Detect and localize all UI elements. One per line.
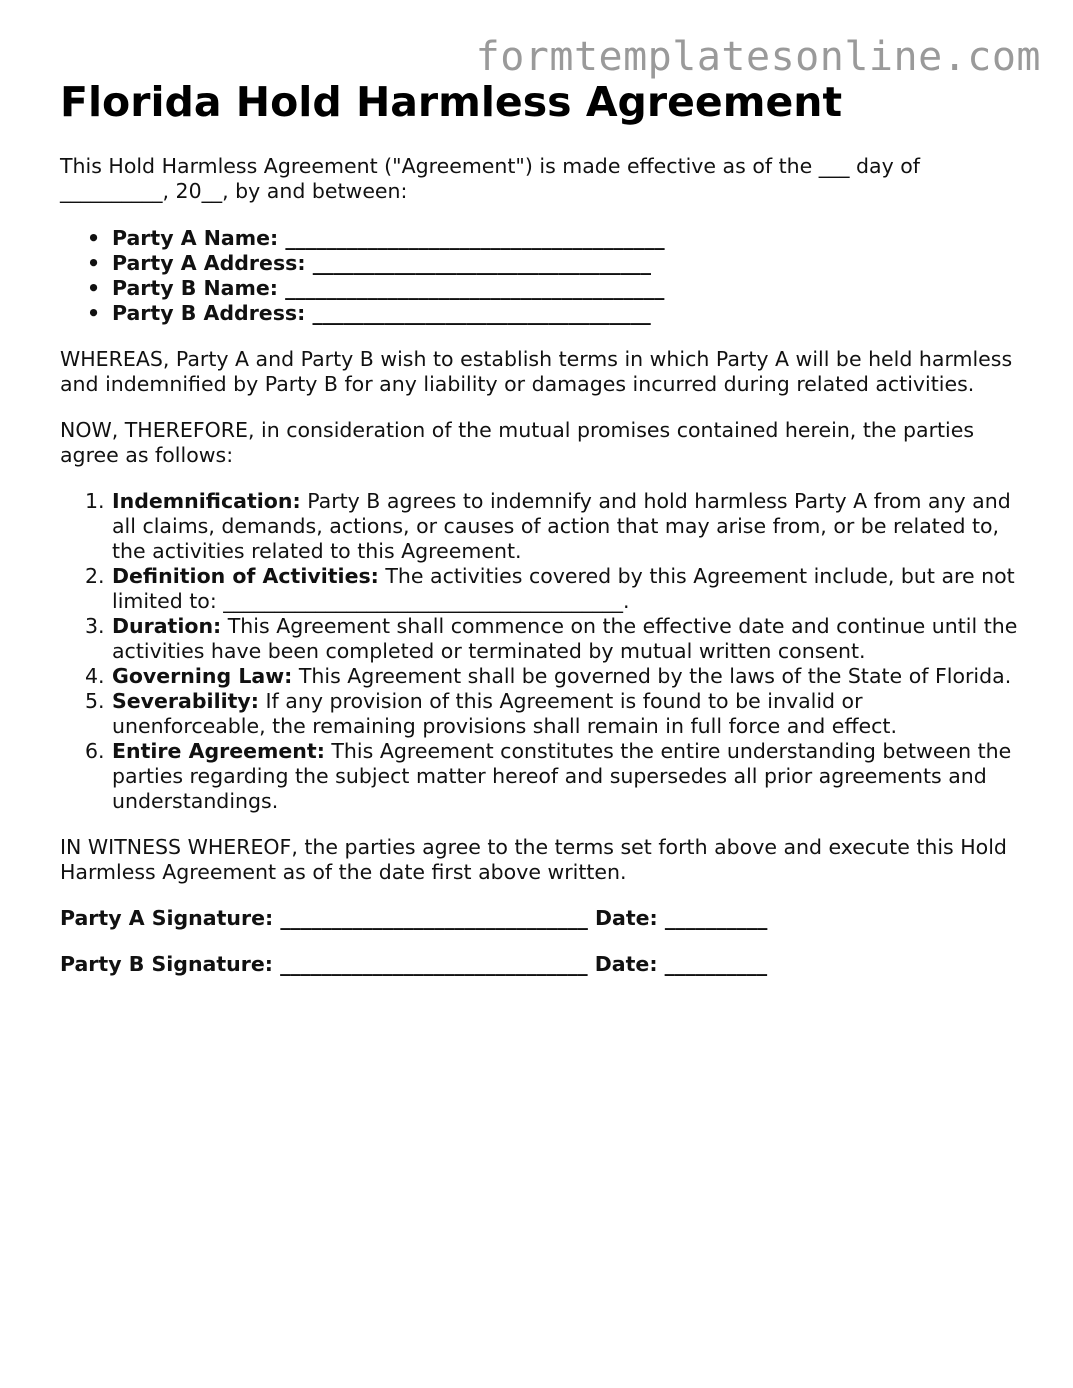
party-a-address-item — [112, 251, 1020, 276]
now-therefore-paragraph: NOW, THEREFORE, in consideration of the mutual promises contained herein, the parties agree as follows: — [60, 418, 975, 467]
clause-heading: Duration: — [112, 614, 222, 638]
party-a-address-field[interactable]: _________________________________ — [312, 251, 651, 275]
clause-number: 5. — [85, 689, 105, 713]
clause-text: Party B agrees to indemnify and hold harmless Party A from any and all claims, demands, actions, or causes of action that may arise from, or be related to, the activities related to this Agreement. — [112, 489, 1011, 563]
party-b-address-label: Party B Address: — [112, 301, 306, 325]
clause-text: If any provision of this Agreement is found to be invalid or unenforceable, the remaining provisions shall remain in full force and effect. — [112, 689, 897, 738]
clause-number: 4. — [85, 664, 105, 688]
party-b-signature-row — [60, 952, 1020, 977]
party-a-signature-row — [60, 906, 1020, 931]
clause-heading: Entire Agreement: — [112, 739, 325, 763]
party-a-date-label: Date: — [595, 906, 658, 930]
document-title: Florida Hold Harmless Agreement — [60, 78, 843, 126]
clauses-list — [60, 489, 1020, 814]
party-a-signature-field[interactable]: ______________________________ — [280, 906, 588, 930]
clause-entire-agreement — [85, 739, 1020, 814]
party-b-name-label: Party B Name: — [112, 276, 278, 300]
party-a-name-label: Party A Name: — [112, 226, 279, 250]
clause-heading: Governing Law: — [112, 664, 293, 688]
party-a-address-label: Party A Address: — [112, 251, 306, 275]
clause-duration — [85, 614, 1020, 664]
clause-definition-of-activities — [85, 564, 1020, 614]
watermark: formtemplatesonline.com — [475, 34, 1041, 80]
party-b-name-field[interactable]: _____________________________________ — [285, 276, 665, 300]
whereas-paragraph: WHEREAS, Party A and Party B wish to establish terms in which Party A will be held harmless and indemnified by Party B for any liability or damages incurred during related activities. — [60, 347, 1013, 396]
party-b-signature-label: Party B Signature: — [60, 952, 273, 976]
party-b-signature-field[interactable]: ______________________________ — [280, 952, 588, 976]
witness-paragraph: IN WITNESS WHEREOF, the parties agree to the terms set forth above and execute this Hold Harmless Agreement as of the date first above written. — [60, 835, 1007, 884]
party-a-name-field[interactable]: _____________________________________ — [285, 226, 665, 250]
clause-text: This Agreement constitutes the entire understanding between the parties regarding the subject matter hereof and supersedes all prior agreements and understandings. — [112, 739, 1012, 813]
clause-number: 1. — [85, 489, 105, 513]
clause-number: 3. — [85, 614, 105, 638]
clause-text: This Agreement shall be governed by the laws of the State of Florida. — [292, 664, 1012, 688]
party-b-address-item — [112, 301, 1020, 326]
clause-number: 6. — [85, 739, 105, 763]
party-b-address-field[interactable]: _________________________________ — [312, 301, 651, 325]
clause-heading: Definition of Activities: — [112, 564, 379, 588]
party-b-name-item — [112, 276, 1020, 301]
clause-text: The activities covered by this Agreement include, but are not limited to: _______________________________________. — [112, 564, 1015, 613]
clause-severability — [85, 689, 1020, 739]
clause-indemnification — [85, 489, 1020, 564]
clause-governing-law — [85, 664, 1020, 689]
intro-paragraph: This Hold Harmless Agreement ("Agreement") is made effective as of the ___ day of __________, 20__, by and between: — [60, 154, 920, 203]
party-a-signature-label: Party A Signature: — [60, 906, 274, 930]
party-a-date-field[interactable]: __________ — [664, 906, 768, 930]
clause-number: 2. — [85, 564, 105, 588]
clause-text: This Agreement shall commence on the effective date and continue until the activities have been completed or terminated by mutual written consent. — [112, 614, 1018, 663]
parties-list — [60, 226, 1020, 326]
party-b-date-field[interactable]: __________ — [664, 952, 768, 976]
party-a-name-item — [112, 226, 1020, 251]
party-b-date-label: Date: — [594, 952, 658, 976]
document-page — [60, 78, 1020, 977]
clause-heading: Indemnification: — [112, 489, 301, 513]
clause-heading: Severability: — [112, 689, 259, 713]
